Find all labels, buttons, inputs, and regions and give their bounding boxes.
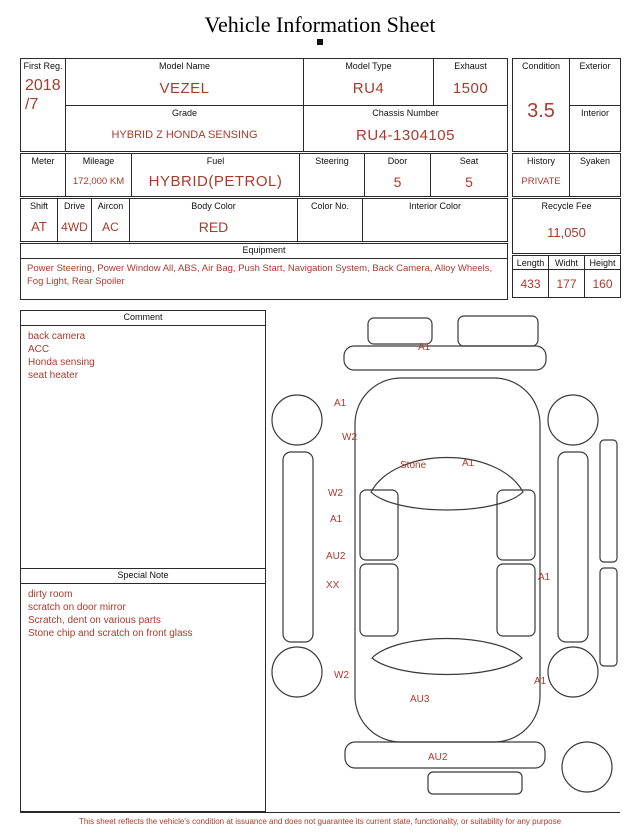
rear-underpanel-shape [428, 772, 522, 794]
height-value: 160 [592, 276, 613, 291]
width-label: Widht [549, 256, 584, 270]
damage-mark: A1 [334, 398, 347, 409]
seat-label: Seat [459, 156, 479, 166]
body-color-value: RED [198, 218, 229, 235]
length-cell [513, 256, 548, 297]
interior-cell [570, 105, 620, 151]
wheel-rear-left [272, 647, 322, 697]
interior-color-value [363, 212, 507, 241]
exhaust-cell [433, 59, 507, 105]
shift-cell [21, 199, 57, 241]
recycle-fee-cell [513, 199, 620, 253]
steering-label: Steering [315, 156, 349, 166]
comment-line: ACC [28, 344, 50, 355]
history-cell [513, 154, 569, 196]
wheel-front-right [548, 395, 598, 445]
door-value: 5 [393, 173, 402, 190]
wheel-rear-right [548, 647, 598, 697]
drivetrain-block [20, 198, 508, 242]
syaken-cell [569, 154, 620, 196]
fuel-label: Fuel [206, 156, 225, 166]
recycle-fee-value: 11,050 [547, 225, 586, 240]
damage-mark: A1 [330, 514, 343, 525]
damage-mark: A1 [538, 572, 551, 583]
spare-wheel [562, 742, 612, 792]
length-value: 433 [520, 276, 541, 291]
special-note-line: Scratch, dent on various parts [28, 615, 161, 626]
damage-mark: A1 [418, 342, 431, 353]
length-label: Length [513, 256, 548, 270]
comment-box [20, 310, 266, 812]
meter-cell [21, 154, 65, 196]
width-value: 177 [556, 276, 577, 291]
interior-color-label: Interior Color [408, 201, 462, 211]
wheel-front-left [272, 395, 322, 445]
shift-label: Shift [29, 201, 48, 211]
syaken-label: Syaken [579, 156, 611, 166]
color-no-cell [297, 199, 362, 241]
recycle-fee-label: Recycle Fee [541, 201, 592, 211]
equipment-block [20, 243, 508, 300]
door-front-left-shape [360, 490, 398, 560]
exterior-value [570, 72, 620, 105]
seat-value: 5 [465, 173, 473, 190]
damage-mark: A1 [462, 458, 475, 469]
exhaust-label: Exhaust [454, 61, 487, 71]
drive-label: Drive [63, 201, 85, 211]
aircon-cell [91, 199, 129, 241]
exhaust-value: 1500 [452, 80, 489, 97]
front-bumper-shape [344, 346, 546, 370]
equipment-value: Power Steering, Power Window All, ABS, Air Bag, Push Start, Navigation System, Back Camera, Alloy Wheels, Fog Light, Rear Spoiler [27, 263, 493, 287]
comment-label: Comment [21, 311, 265, 326]
damage-mark: XX [326, 580, 340, 591]
first-reg-year: 2018 [25, 77, 61, 94]
grade-cell [66, 106, 303, 151]
first-reg-value [21, 72, 65, 151]
history-value: PRIVATE [521, 176, 561, 187]
special-note-line: scratch on door mirror [28, 602, 126, 613]
door-label: Door [387, 156, 408, 166]
door-cell [364, 154, 430, 196]
body-color-cell [129, 199, 297, 241]
equipment-label: Equipment [21, 244, 507, 259]
aircon-value: AC [102, 219, 119, 234]
aircon-label: Aircon [97, 201, 124, 211]
special-note-text [21, 584, 265, 811]
condition-label: Condition [521, 61, 561, 71]
condition-block [512, 58, 621, 152]
interior-color-cell [362, 199, 507, 241]
mileage-value: 172,000 KM [72, 176, 125, 187]
comment-line: back camera [28, 331, 86, 342]
car-damage-diagram [268, 312, 620, 812]
shift-value: AT [31, 219, 47, 234]
history-block [512, 153, 621, 197]
syaken-value [570, 167, 620, 196]
color-no-label: Color No. [310, 201, 349, 211]
comment-line: Honda sensing [28, 357, 95, 368]
condition-cell [513, 59, 569, 151]
footer-divider [20, 812, 620, 813]
meter-fuel-block [20, 153, 508, 197]
first-reg-label: First Reg. [23, 61, 63, 71]
height-label: Height [585, 256, 620, 270]
sill-right-front-shape [600, 440, 617, 562]
side-panel-left-shape [283, 452, 313, 642]
front-underpanel-left-shape [368, 318, 432, 344]
damage-mark: W2 [334, 670, 349, 681]
comment-line: seat heater [28, 370, 79, 381]
damage-mark: AU3 [410, 694, 430, 705]
first-reg-cell [21, 59, 65, 151]
steering-value [300, 167, 364, 196]
model-type-cell [303, 59, 433, 105]
grade-value: HYBRID Z HONDA SENSING [111, 129, 258, 141]
exterior-cell [570, 59, 620, 105]
interior-label: Interior [580, 108, 609, 118]
first-reg-month: /7 [25, 96, 39, 113]
side-panel-right-shape [558, 452, 588, 642]
model-name-value: VEZEL [159, 80, 210, 97]
model-type-label: Model Type [345, 61, 392, 71]
special-note-label: Special Note [21, 568, 265, 584]
seat-cell [430, 154, 507, 196]
special-note-line: dirty room [28, 589, 73, 600]
vehicle-identity-block [20, 58, 508, 152]
damage-mark: A1 [534, 676, 547, 687]
windshield-shape [371, 458, 523, 511]
page-title: Vehicle Information Sheet [204, 12, 436, 37]
body-color-label: Body Color [191, 201, 236, 211]
model-name-cell [66, 59, 303, 105]
rear-window-shape [372, 639, 522, 675]
chassis-number-value: RU4-1304105 [356, 126, 455, 144]
interior-value [570, 119, 620, 151]
drive-value: 4WD [61, 219, 88, 234]
damage-mark: AU2 [326, 551, 346, 562]
condition-value: 3.5 [527, 100, 555, 122]
comment-text [21, 326, 265, 568]
meter-value [21, 167, 65, 196]
drive-cell [57, 199, 91, 241]
damage-mark: Stone [400, 460, 427, 471]
special-note-line: Stone chip and scratch on front glass [28, 628, 193, 639]
mileage-label: Mileage [82, 156, 115, 166]
history-label: History [526, 156, 555, 166]
damage-mark: AU2 [428, 752, 448, 763]
model-type-value: RU4 [352, 80, 385, 97]
sill-right-rear-shape [600, 568, 617, 666]
grade-label: Grade [171, 108, 197, 118]
title-mark [317, 39, 323, 45]
door-rear-right-shape [497, 564, 535, 636]
steering-cell [299, 154, 364, 196]
door-rear-left-shape [360, 564, 398, 636]
dimensions-block [512, 255, 621, 298]
fuel-cell [131, 154, 299, 196]
chassis-number-cell [303, 106, 507, 151]
car-diagram-svg [268, 312, 620, 812]
meter-label: Meter [31, 156, 55, 166]
chassis-number-label: Chassis Number [372, 108, 439, 118]
damage-mark: W2 [328, 488, 343, 499]
front-underpanel-right-shape [458, 316, 538, 346]
width-cell [548, 256, 584, 297]
damage-mark: W2 [342, 432, 357, 443]
fuel-value: HYBRID(PETROL) [148, 173, 283, 190]
model-name-label: Model Name [158, 61, 211, 71]
door-front-right-shape [497, 490, 535, 560]
exterior-label: Exterior [579, 61, 611, 71]
recycle-fee-block [512, 198, 621, 254]
height-cell [584, 256, 620, 297]
color-no-value [298, 212, 362, 241]
disclaimer-text: This sheet reflects the vehicle's condition at issuance and does not guarantee its current state, functionality, or suitability for any purpose [78, 817, 562, 826]
mileage-cell [65, 154, 131, 196]
